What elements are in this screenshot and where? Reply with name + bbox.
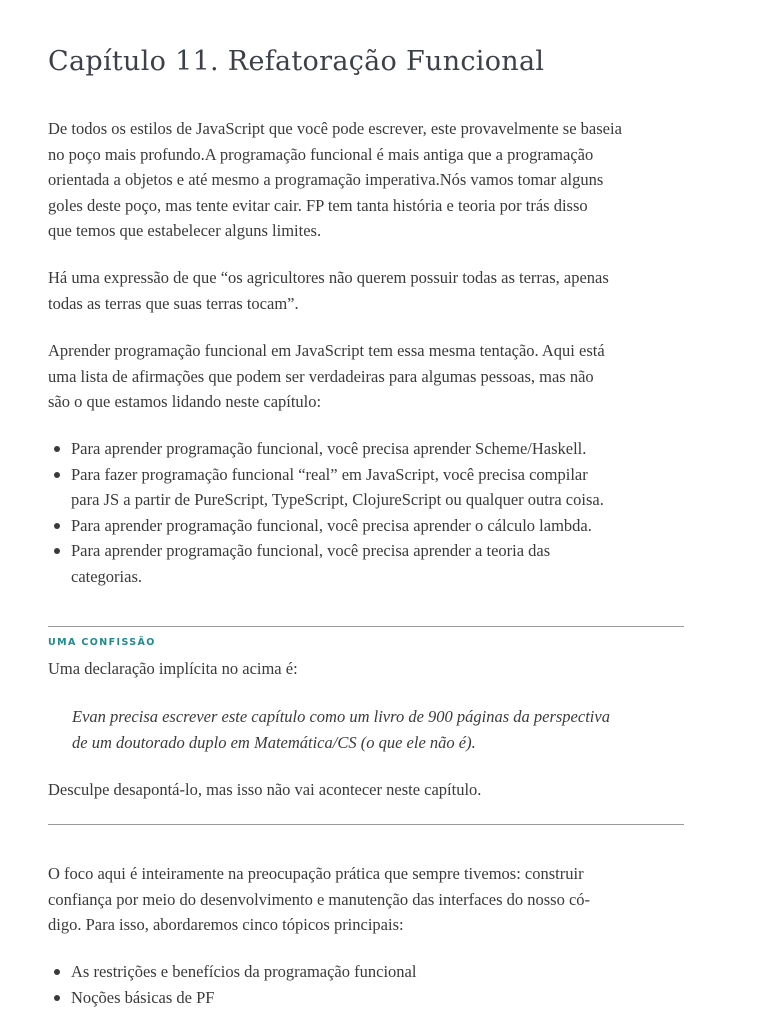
list-item (48, 959, 688, 985)
bullet-icon (54, 969, 60, 975)
intro-line: orientada a objetos e até mesmo a programação imperativa.Nós vamos tomar alguns (48, 170, 604, 189)
bullet-icon (54, 523, 60, 529)
sidebar-apology (48, 777, 688, 803)
quote-line: Evan precisa escrever este capítulo como um livro de 900 páginas da perspectiva (72, 707, 610, 726)
sidebar-top-divider (48, 626, 684, 627)
bullet-icon (54, 995, 60, 1001)
bullet-icon (54, 446, 60, 452)
list-item-text: para JS a partir de PureScript, TypeScript, ClojureScript ou qualquer outra coisa. (71, 490, 604, 509)
bullet-icon (54, 472, 60, 478)
list-item (48, 538, 688, 589)
list-item (48, 513, 688, 539)
focus-line: confiança por meio do desenvolvimento e manutenção das interfaces do nosso có- (48, 889, 591, 909)
list-item-text: categorias. (71, 566, 143, 586)
temptation-paragraph (48, 338, 688, 415)
list-item (48, 462, 688, 513)
intro-line: goles deste poço, mas tente evitar cair. FP tem tanta história e teoria por trás disso (48, 195, 588, 215)
list-item-text: Para aprender programação funcional, você precisa aprender o cálculo lambda. (71, 515, 592, 535)
saying-paragraph (48, 265, 688, 316)
list-item-text: Para aprender programação funcional, você precisa aprender a teoria das (71, 541, 551, 560)
focus-paragraph (48, 861, 688, 938)
temptation-line: Aprender programação funcional em JavaScript tem essa mesma tentação. Aqui está (48, 341, 605, 360)
sidebar-title: UMA CONFISSÃO (48, 637, 156, 648)
sidebar-bottom-divider (48, 824, 684, 825)
focus-line: O foco aqui é inteiramente na preocupação prática que sempre tivemos: construir (48, 864, 584, 883)
list-item-text: As restrições e benefícios da programação funcional (71, 962, 417, 981)
list-item (48, 436, 688, 462)
claims-list (48, 436, 688, 589)
list-item-text: Para fazer programação funcional “real” em JavaScript, você precisa compilar (71, 464, 588, 484)
sidebar-statement-text: Uma declaração implícita no acima é: (48, 659, 298, 678)
intro-paragraph (48, 116, 688, 244)
saying-line: todas as terras que suas terras tocam”. (48, 293, 299, 313)
list-item-text: Para aprender programação funcional, você precisa aprender Scheme/Haskell. (71, 439, 587, 458)
temptation-line: são o que estamos lidando neste capítulo: (48, 392, 322, 411)
list-item (48, 985, 688, 1011)
sidebar-statement (48, 656, 688, 682)
bullet-icon (54, 548, 60, 554)
saying-line: Há uma expressão de que “os agricultores não querem possuir todas as terras, apenas (48, 268, 609, 287)
focus-line: digo. Para isso, abordaremos cinco tópicos principais: (48, 915, 404, 934)
intro-line: no poço mais profundo.A programação funcional é mais antiga que a programação (48, 144, 594, 164)
quote-line: de um doutorado duplo em Matemática/CS (o que ele não é). (72, 732, 476, 752)
list-item-text: Noções básicas de PF (71, 987, 215, 1007)
sidebar-apology-text: Desculpe desapontá-lo, mas isso não vai acontecer neste capítulo. (48, 780, 482, 799)
intro-line: que temos que estabelecer alguns limites. (48, 221, 322, 240)
temptation-line: uma lista de afirmações que podem ser verdadeiras para algumas pessoas, mas não (48, 366, 594, 386)
sidebar-quote (72, 704, 672, 755)
intro-line: De todos os estilos de JavaScript que você pode escrever, este provavelmente se baseia (48, 119, 622, 138)
topics-list (48, 959, 688, 1010)
chapter-title: Capítulo 11. Refatoração Funcional (48, 46, 545, 77)
